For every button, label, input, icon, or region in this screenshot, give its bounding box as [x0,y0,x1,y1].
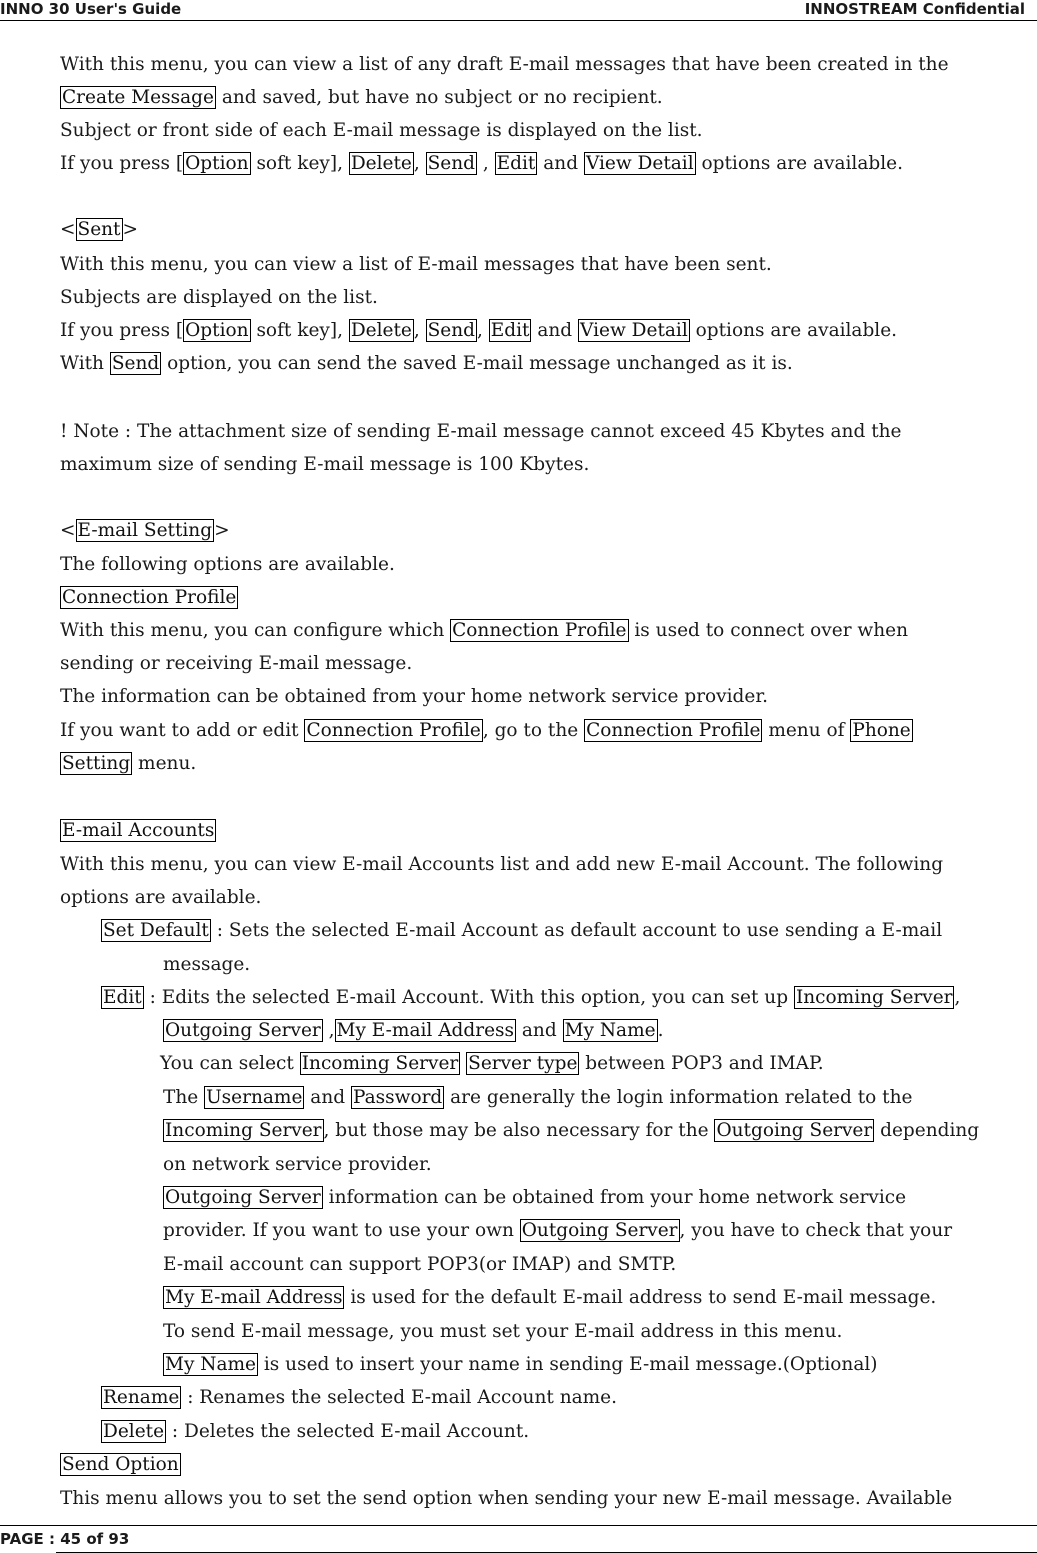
menu-term: Outgoing Server [165,1020,321,1041]
text-run: The [163,1087,205,1108]
text-line [60,119,703,145]
text-line [60,886,261,912]
text-line [60,86,663,112]
text-run: and [304,1087,351,1108]
menu-term: Send [427,320,476,341]
text-line [163,1286,936,1312]
text-line [163,1320,842,1346]
menu-term: Setting [62,753,131,774]
text-run: If you want to add or edit [60,720,305,741]
text-run: information can be obtained from your home network service [322,1187,907,1208]
page-number: PAGE : 45 of 93 [0,1530,130,1548]
menu-term: Server type [468,1053,578,1074]
text-run: , [477,153,495,174]
text-run: , [954,987,961,1008]
text-line [60,685,768,711]
text-run: , [413,153,426,174]
text-run: : Deletes the selected E-mail Account. [166,1421,530,1442]
text-line [101,1420,529,1446]
text-run: option, you can send the saved E-mail message unchanged as it is. [161,353,793,374]
text-run: > [122,219,139,240]
menu-term: Incoming Server [795,987,953,1008]
text-line [163,1119,979,1145]
menu-term: Outgoing Server [165,1187,321,1208]
text-run: , but those may be also necessary for the [323,1120,715,1141]
menu-term: My E-mail Address [165,1287,343,1308]
text-run: menu of [762,720,851,741]
page-header [0,0,1037,21]
text-run: are generally the login information related to the [444,1087,913,1108]
text-run: and [516,1020,563,1041]
text-line [101,1386,617,1412]
text-line [60,1453,181,1479]
text-run: > [214,520,230,541]
menu-term: Connection Profile [306,720,481,741]
header-doc-title: INNO 30 User's Guide [0,0,182,18]
text-run: on network service provider. [163,1154,432,1175]
text-line [163,1353,878,1379]
text-run: , [477,320,489,341]
text-run: and saved, but have no subject or no recipient. [215,87,663,108]
text-line [163,953,250,979]
text-line [60,719,913,745]
text-run: between POP3 and IMAP. [579,1053,824,1074]
text-run: is used for the default E-mail address to send E-mail message. [344,1287,937,1308]
text-run: maximum size of sending E-mail message is 100 Kbytes. [60,454,590,475]
text-run: . [657,1020,664,1041]
text-run: You can select [160,1053,300,1074]
text-run: : Renames the selected E-mail Account name. [181,1387,618,1408]
text-line [60,519,230,545]
text-line [163,1253,676,1279]
menu-term: Option [185,153,249,174]
text-line [163,1153,432,1179]
menu-term: View Detail [585,153,694,174]
text-line [163,1219,952,1245]
text-line [163,1019,663,1045]
text-run: is used to insert your name in sending E-mail message.(Optional) [257,1354,878,1375]
text-run: With this menu, you can view E-mail Accounts list and add new E-mail Account. The following [60,854,944,875]
text-run: and [537,153,584,174]
text-run: sending or receiving E-mail message. [60,653,413,674]
text-line [60,152,903,178]
text-run: Subject or front side of each E-mail message is displayed on the list. [60,120,703,141]
text-line [60,1487,952,1513]
text-line [60,319,897,345]
text-line [60,553,395,579]
menu-term: Edit [496,153,536,174]
text-run: : Sets the selected E-mail Account as default account to use sending a E-mail [210,920,943,941]
menu-term: My Name [165,1354,256,1375]
menu-term: Incoming Server [301,1053,459,1074]
menu-term: Incoming Server [165,1120,322,1141]
menu-term: Outgoing Server [521,1220,678,1241]
text-run: options are available. [695,153,903,174]
text-line [60,218,138,244]
header-confidential: INNOSTREAM Confidential [804,0,1025,18]
text-run: < [60,520,76,541]
text-line [60,752,196,778]
menu-term: View Detail [580,320,688,341]
menu-term: Password [352,1087,443,1108]
menu-term: Phone [852,720,911,741]
text-run: : The attachment size of sending E-mail message cannot exceed 45 Kbytes and the [119,421,902,442]
text-run: provider. If you want to use your own [163,1220,520,1241]
menu-term: Option [185,320,249,341]
menu-term: E-mail Accounts [62,820,215,841]
menu-term: Send [111,353,160,374]
text-run: If you press [ [60,153,184,174]
text-run: , go to the [482,720,585,741]
menu-term: Connection Profile [452,620,627,641]
text-run: With this menu, you can configure which [60,620,451,641]
menu-term: Send [427,153,476,174]
menu-term: Rename [103,1387,180,1408]
text-line [60,586,238,612]
text-line [163,1086,912,1112]
menu-term: Delete [350,320,412,341]
text-run: , you have to check that your [679,1220,953,1241]
text-run: With [60,353,110,374]
text-line [60,253,772,279]
text-line [60,286,378,312]
text-line [101,986,960,1012]
text-run: and [531,320,579,341]
text-run: < [60,219,76,240]
text-run: , [413,320,426,341]
text-run: ! Note [60,421,120,442]
menu-term: Edit [103,987,142,1008]
page-footer [0,1525,1037,1553]
text-run: options are available. [689,320,898,341]
text-run: The information can be obtained from your home network service provider. [60,686,769,707]
text-line [160,1052,824,1078]
text-run: is used to connect over when [628,620,909,641]
menu-term: Delete [103,1421,165,1442]
text-line [60,53,949,79]
text-run: If you press [ [60,320,184,341]
menu-term: My E-mail Address [336,1020,515,1041]
menu-term: E-mail Setting [77,520,213,541]
text-run: The following options are available. [60,554,395,575]
text-line [60,352,793,378]
menu-term: Create Message [62,87,214,108]
text-run: With this menu, you can view a list of any draft E-mail messages that have been created in the [60,54,949,75]
menu-term: Send Option [62,1454,179,1475]
text-run: soft key], [250,153,349,174]
text-run: depending [874,1120,980,1141]
text-run: message. [163,954,251,975]
menu-term: Connection Profile [586,720,761,741]
text-line [60,819,216,845]
text-run: menu. [132,753,197,774]
text-run: , [322,1020,335,1041]
menu-term: Username [206,1087,303,1108]
menu-term: My Name [564,1020,656,1041]
menu-term: Outgoing Server [716,1120,873,1141]
menu-term: Sent [77,219,121,240]
text-run: E-mail account can support POP3(or IMAP) and SMTP. [163,1254,677,1275]
text-line [60,453,589,479]
text-line [163,1186,906,1212]
menu-term: Edit [490,320,530,341]
text-run: options are available. [60,887,262,908]
text-line [60,853,943,879]
text-run: : Edits the selected E-mail Account. With this option, you can set up [143,987,794,1008]
text-line [60,652,412,678]
menu-term: Delete [350,153,412,174]
menu-term: Connection Profile [62,587,237,608]
text-line [60,619,908,645]
menu-term: Set Default [103,920,209,941]
text-run: Subjects are displayed on the list. [60,287,378,308]
text-run: To send E-mail message, you must set your E-mail address in this menu. [163,1321,843,1342]
text-run: With this menu, you can view a list of E-mail messages that have been sent. [60,254,772,275]
text-line [60,420,902,446]
text-line [101,919,942,945]
text-run: This menu allows you to set the send option when sending your new E-mail message. Available [60,1488,953,1509]
text-run: soft key], [250,320,349,341]
